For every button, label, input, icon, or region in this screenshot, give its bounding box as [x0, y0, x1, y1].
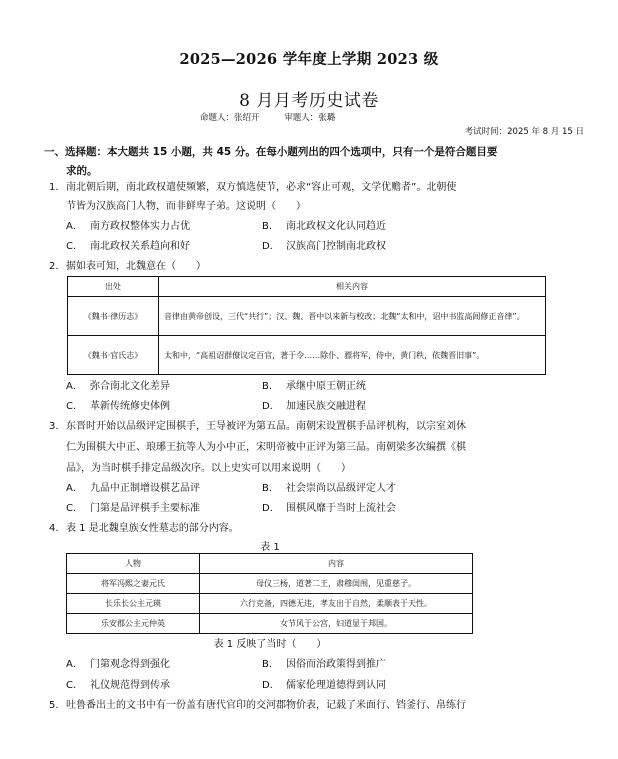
table-header-cell: 人物: [67, 554, 200, 574]
reviewer-label: 审题人：张璐: [284, 113, 336, 123]
table-cell-content: 音律由黄帝创设，三代“共行”；汉、魏、晋中以来新与校改；北魏“太和中，诏中书监高闾修正音律”。: [159, 297, 546, 336]
table-cell-person: 将军冯熙之妻元氏: [67, 574, 200, 594]
table-row: [68, 336, 546, 375]
option-c[interactable]: [66, 679, 170, 693]
question-number: 3.: [49, 421, 59, 432]
question-text-line: 南北朝后期，南北政权遣使频繁，双方慎选使节，必求“容止可观，文学优赡者”。北朝使: [66, 182, 457, 193]
option-c[interactable]: [66, 502, 200, 516]
option-d[interactable]: [262, 240, 386, 254]
epitaph-table: [66, 553, 473, 634]
option-text: 围棋风靡于当时上流社会: [286, 503, 396, 514]
table-cell-content: 女节风于公宫，妇道显于邦国。: [200, 614, 473, 634]
option-text: 加速民族交融进程: [286, 401, 366, 412]
exam-subtitle: 8 月月考历史试卷: [239, 91, 379, 111]
option-d[interactable]: [262, 679, 386, 693]
option-text: 南北政权文化认同趋近: [286, 221, 386, 232]
option-text: 承继中原王朝正统: [286, 381, 366, 392]
table-title: 表 1: [260, 542, 280, 553]
option-text: 南北政权关系趋向和好: [90, 241, 190, 252]
option-text: 九品中正制增设棋艺品评: [90, 483, 200, 494]
authors-line: [200, 111, 335, 123]
option-letter: C．: [66, 401, 83, 412]
option-text: 礼仪规范得到传承: [90, 680, 170, 691]
question-text-line: 品》，为当时棋手排定品级次序。以上史实可以用来说明（ ）: [66, 463, 351, 474]
question-text-line: 表 1 是北魏皇族女性墓志的部分内容。: [66, 523, 239, 534]
option-letter: C．: [66, 680, 83, 691]
option-letter: C．: [66, 241, 83, 252]
option-b[interactable]: [262, 482, 396, 496]
question-number: 4.: [49, 523, 59, 534]
table-cell-person: 长乐长公主元瑛: [67, 594, 200, 614]
question-text-line: 吐鲁番出土的文书中有一份盖有唐代官印的交河郡物价表，记载了米面行、铛釜行、帛练行: [66, 700, 466, 711]
option-d[interactable]: [262, 400, 366, 414]
table-cell-source: 《魏书·律历志》: [68, 297, 159, 336]
table-cell-source: 《魏书·官氏志》: [68, 336, 159, 375]
table-row: [67, 614, 473, 634]
table-cell-person: 乐安郡公主元仲英: [67, 614, 200, 634]
option-letter: B．: [262, 381, 279, 392]
option-text: 南方政权整体实力占优: [90, 221, 190, 232]
table-header-row: [68, 277, 546, 297]
option-text: 门第是品评棋手主要标准: [90, 503, 200, 514]
table-cell-content: 母仪三杨，道著二王，肃穆闺闱，见重慈子。: [200, 574, 473, 594]
table-header-cell: 出处: [68, 277, 159, 297]
question-text-line: 仁为围棋大中正、琅琊王抗等人为小中正，宋明帝被中正评为第三品。南朝梁多次编撰《棋: [66, 442, 466, 453]
option-letter: A．: [66, 381, 83, 392]
option-letter: C．: [66, 503, 83, 514]
option-a[interactable]: [66, 380, 170, 394]
option-text: 儒家伦理道德得到认同: [286, 680, 386, 691]
option-letter: D．: [262, 680, 280, 691]
option-letter: A．: [66, 659, 83, 670]
author-label: 命题人：张绍开: [200, 113, 260, 123]
table-header-cell: 相关内容: [159, 277, 546, 297]
option-d[interactable]: [262, 502, 396, 516]
option-b[interactable]: [262, 658, 386, 672]
exam-time: 考试时间：2025 年 8 月 15 日: [464, 127, 584, 137]
option-text: 革新传统修史体例: [90, 401, 170, 412]
option-text: 汉族高门控制南北政权: [286, 241, 386, 252]
section-heading-cont: 求的。: [66, 165, 98, 177]
question-text-line: 据如表可知，北魏意在（ ）: [66, 261, 206, 272]
table-row: [67, 594, 473, 614]
table-cell-content: 六行克备，四德无违，孝友出于自然，柔顺表于天性。: [200, 594, 473, 614]
option-text: 因俗而治政策得到推广: [286, 659, 386, 670]
option-c[interactable]: [66, 400, 170, 414]
option-text: 弥合南北文化差异: [90, 381, 170, 392]
option-letter: D．: [262, 401, 280, 412]
option-c[interactable]: [66, 240, 190, 254]
option-letter: B．: [262, 659, 279, 670]
option-a[interactable]: [66, 658, 170, 672]
section-heading-text: 一、选择题：本大题共 15 小题，共 45 分。在每小题列出的四个选项中，只有一个是符合题目要: [44, 146, 498, 158]
option-b[interactable]: [262, 220, 386, 234]
question-stem: 表 1 反映了当时（ ）: [213, 639, 327, 650]
table-cell-content: 太和中，“高祖诏群僚议定百官，著于令……除仆、骠将军，侍中，黄门秩，依魏晋旧事”。: [159, 336, 546, 375]
table-header-row: [67, 554, 473, 574]
source-table: [67, 276, 546, 375]
table-row: [67, 574, 473, 594]
section-heading: [44, 143, 514, 181]
option-letter: A．: [66, 221, 83, 232]
option-letter: B．: [262, 483, 279, 494]
question-number: 5.: [49, 700, 59, 711]
option-text: 社会崇尚以品级评定人才: [286, 483, 396, 494]
option-letter: D．: [262, 503, 280, 514]
option-a[interactable]: [66, 482, 200, 496]
table-row: [68, 297, 546, 336]
option-b[interactable]: [262, 380, 366, 394]
option-letter: B．: [262, 221, 279, 232]
option-text: 门第观念得到强化: [90, 659, 170, 670]
option-letter: A．: [66, 483, 83, 494]
question-text-line: 节皆为汉族高门人物，而非鲜卑子弟。这说明（ ）: [66, 201, 306, 212]
exam-title: 2025—2026 学年度上学期 2023 级: [179, 51, 439, 68]
option-letter: D．: [262, 241, 280, 252]
question-number: 2.: [49, 261, 59, 272]
question-number: 1.: [49, 182, 59, 193]
question-text-line: 东晋时开始以品级评定围棋手，王导被评为第五品。南朝宋设置棋手品评机构，以宗室刘休: [66, 421, 466, 432]
table-header-cell: 内容: [200, 554, 473, 574]
option-a[interactable]: [66, 220, 190, 234]
